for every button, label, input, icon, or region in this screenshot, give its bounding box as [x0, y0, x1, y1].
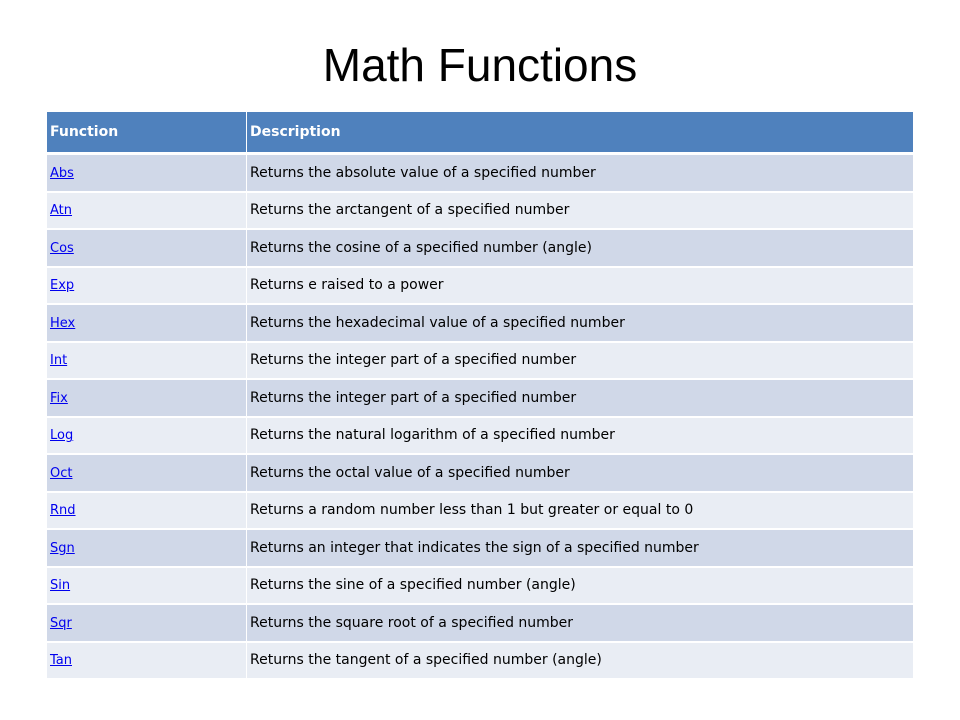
function-cell [47, 605, 246, 643]
table-row [47, 155, 913, 193]
description-cell [246, 155, 913, 193]
function-cell [47, 343, 246, 381]
description-text: Returns e raised to a power [250, 277, 444, 294]
table-row [47, 230, 913, 268]
function-link-oct[interactable]: Oct [50, 465, 73, 481]
header-description: Description [246, 112, 913, 155]
function-link-sin[interactable]: Sin [50, 578, 71, 594]
description-text: Returns the integer part of a specified number [250, 389, 577, 406]
description-text: Returns an integer that indicates the sign of a specified number [250, 539, 699, 556]
function-link-hex[interactable]: Hex [50, 315, 76, 331]
description-cell [246, 493, 913, 531]
description-text: Returns the tangent of a specified number (angle) [250, 652, 602, 669]
table-body [47, 155, 913, 680]
function-link-int[interactable]: Int [50, 353, 68, 369]
function-cell [47, 568, 246, 606]
description-text: Returns the square root of a specified number [250, 614, 574, 631]
description-cell [246, 643, 913, 681]
page-title: Math Functions [322, 39, 638, 91]
function-link-fix[interactable]: Fix [50, 390, 68, 406]
function-link-sqr[interactable]: Sqr [50, 615, 72, 631]
function-cell [47, 380, 246, 418]
description-text: Returns the cosine of a specified number (angle) [250, 239, 592, 256]
description-cell [246, 530, 913, 568]
function-link-exp[interactable]: Exp [50, 278, 75, 294]
table-row [47, 455, 913, 493]
function-cell [47, 455, 246, 493]
table-row [47, 268, 913, 306]
description-cell [246, 568, 913, 606]
table-row [47, 305, 913, 343]
table-row [47, 605, 913, 643]
function-link-abs[interactable]: Abs [50, 165, 74, 181]
function-cell [47, 193, 246, 231]
function-cell [47, 493, 246, 531]
table-row [47, 530, 913, 568]
function-link-rnd[interactable]: Rnd [50, 503, 76, 519]
function-link-tan[interactable]: Tan [50, 653, 72, 669]
description-text: Returns the integer part of a specified number [250, 352, 577, 369]
description-text: Returns the hexadecimal value of a specified number [250, 314, 625, 331]
description-text: Returns the octal value of a specified number [250, 464, 570, 481]
function-link-sgn[interactable]: Sgn [50, 540, 75, 556]
description-cell [246, 380, 913, 418]
table-row [47, 568, 913, 606]
function-cell [47, 305, 246, 343]
table-row [47, 418, 913, 456]
description-text: Returns the natural logarithm of a specified number [250, 427, 615, 444]
function-link-atn[interactable]: Atn [50, 203, 73, 219]
description-cell [246, 343, 913, 381]
table-header-row [47, 112, 913, 155]
description-text: Returns a random number less than 1 but greater or equal to 0 [250, 502, 694, 519]
description-text: Returns the sine of a specified number (angle) [250, 577, 576, 594]
function-link-cos[interactable]: Cos [50, 240, 74, 256]
math-functions-table [47, 112, 913, 680]
table-row [47, 193, 913, 231]
description-cell [246, 605, 913, 643]
description-text: Returns the absolute value of a specified number [250, 164, 596, 181]
description-cell [246, 268, 913, 306]
description-cell [246, 455, 913, 493]
function-cell [47, 643, 246, 681]
function-cell [47, 530, 246, 568]
math-functions-table-container [47, 112, 913, 680]
table-row [47, 380, 913, 418]
description-text: Returns the arctangent of a specified number [250, 202, 570, 219]
header-function: Function [47, 112, 246, 155]
function-cell [47, 155, 246, 193]
description-cell [246, 230, 913, 268]
table-row [47, 493, 913, 531]
table-row [47, 643, 913, 681]
description-cell [246, 418, 913, 456]
function-cell [47, 268, 246, 306]
function-cell [47, 418, 246, 456]
function-link-log[interactable]: Log [50, 428, 74, 444]
table-row [47, 343, 913, 381]
function-cell [47, 230, 246, 268]
description-cell [246, 193, 913, 231]
description-cell [246, 305, 913, 343]
